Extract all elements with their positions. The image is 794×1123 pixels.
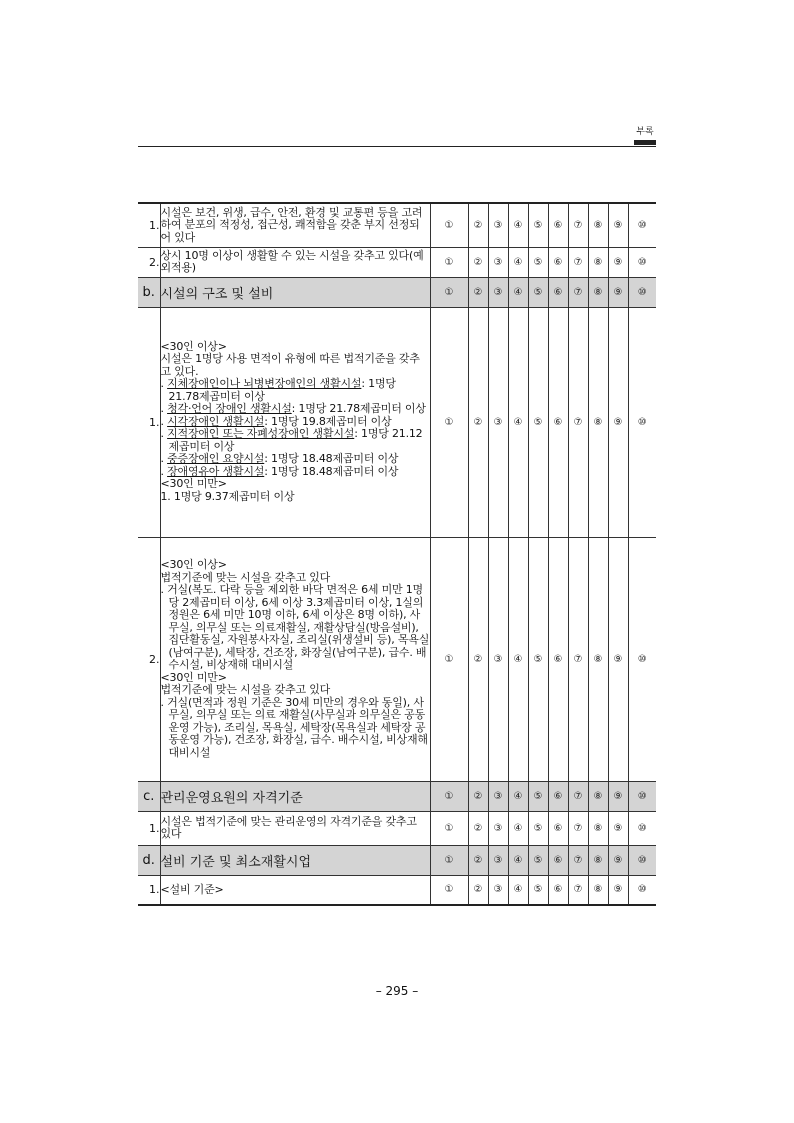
scale-5[interactable]: ⑤ xyxy=(528,875,548,905)
scale-5[interactable]: ⑤ xyxy=(528,811,548,845)
scale-4[interactable]: ④ xyxy=(508,307,528,537)
underlined-term: 청각·언어 장애인 생활시설 xyxy=(167,402,292,416)
scale-6[interactable]: ⑥ xyxy=(548,247,568,277)
bullet-item: . 지체장애인이나 뇌병변장애인의 생활시설: 1명당 21.78제곱미터 이상 xyxy=(160,377,396,403)
text-line: <30인 미만> xyxy=(160,670,227,684)
scale-10: ⑩ xyxy=(628,845,656,875)
scale-9: ⑨ xyxy=(608,781,628,811)
scale-3: ③ xyxy=(488,277,508,307)
scale-10[interactable]: ⑩ xyxy=(628,537,656,781)
scale-4: ④ xyxy=(508,845,528,875)
bullet-text: : 1명당 21.78제곱미터 이상 xyxy=(168,377,396,403)
scale-6[interactable]: ⑥ xyxy=(548,875,568,905)
scale-3[interactable]: ③ xyxy=(488,537,508,781)
scale-1: ① xyxy=(430,845,468,875)
table-row xyxy=(138,537,656,781)
item-text: 시설은 보건, 위생, 급수, 안전, 환경 및 교통편 등을 고려하여 분포의 적정성, 접근성, 쾌적함을 갖춘 부지 선정되어 있다 xyxy=(160,203,430,247)
scale-2[interactable]: ② xyxy=(468,875,488,905)
bullet-text: : 1명당 19.8제곱미터 이상 xyxy=(264,414,392,428)
scale-6[interactable]: ⑥ xyxy=(548,537,568,781)
scale-2: ② xyxy=(468,277,488,307)
bullet-item: . 거실(복도. 다락 등을 제외한 바닥 면적은 6세 미만 1명당 2제곱미터 이상, 6세 이상 3.3제곱미터 이상, 1실의 정원은 6세 미만 10명 이하, 6세 이상은 8명 이하), 사무실, 의무실 또는 의료재활실, 재활상담실(방음설비), 집단활동실, 자원봉사자실, 조리실(위생설비 등), 목욕실(남여구분), 세탁장, 건조장, 화장실(남여구분), 급수. 배수시설, 비상재해 대비시설 xyxy=(160,583,430,671)
section-title: 관리운영요원의 자격기준 xyxy=(160,781,430,811)
item-text: 시설은 법적기준에 맞는 관리운영의 자격기준을 갖추고 있다 xyxy=(160,811,430,845)
scale-7: ⑦ xyxy=(568,845,588,875)
bullet-item: . 청각·언어 장애인 생활시설: 1명당 21.78제곱미터 이상 xyxy=(160,402,426,416)
scale-5[interactable]: ⑤ xyxy=(528,307,548,537)
section-header-c xyxy=(138,781,656,811)
scale-5[interactable]: ⑤ xyxy=(528,537,548,781)
item-number: 1. xyxy=(138,203,160,247)
scale-1[interactable]: ① xyxy=(430,875,468,905)
scale-1[interactable]: ① xyxy=(430,247,468,277)
item-number: 1. xyxy=(138,307,160,537)
section-title: 시설의 구조 및 설비 xyxy=(160,277,430,307)
scale-9[interactable]: ⑨ xyxy=(608,875,628,905)
scale-8: ⑧ xyxy=(588,781,608,811)
item-text: 상시 10명 이상이 생활할 수 있는 시설을 갖추고 있다(예외적용) xyxy=(160,247,430,277)
scale-10[interactable]: ⑩ xyxy=(628,203,656,247)
scale-6[interactable]: ⑥ xyxy=(548,811,568,845)
scale-6: ⑥ xyxy=(548,845,568,875)
scale-1[interactable]: ① xyxy=(430,307,468,537)
item-number: 2. xyxy=(138,247,160,277)
scale-1: ① xyxy=(430,277,468,307)
scale-7[interactable]: ⑦ xyxy=(568,307,588,537)
bullet-text: : 1명당 18.48제곱미터 이상 xyxy=(264,464,399,478)
scale-7[interactable]: ⑦ xyxy=(568,811,588,845)
scale-4[interactable]: ④ xyxy=(508,247,528,277)
scale-2[interactable]: ② xyxy=(468,307,488,537)
scale-8[interactable]: ⑧ xyxy=(588,247,608,277)
scale-2: ② xyxy=(468,781,488,811)
underlined-term: 중증장애인 요양시설 xyxy=(167,452,265,466)
bullet-item: . 지적장애인 또는 자폐성장애인 생활시설: 1명당 21.12제곱미터 이상 xyxy=(160,427,423,453)
scale-5: ⑤ xyxy=(528,845,548,875)
scale-3[interactable]: ③ xyxy=(488,247,508,277)
underlined-term: 지체장애인이나 뇌병변장애인의 생활시설 xyxy=(167,377,362,391)
bullet-text: : 1명당 21.78제곱미터 이상 xyxy=(291,402,426,416)
underlined-term: 장애영유아 생활시설 xyxy=(167,464,265,478)
text-line: <30인 미만> xyxy=(160,477,227,491)
bullet-item: . 장애영유아 생활시설: 1명당 18.48제곱미터 이상 xyxy=(160,464,399,478)
scale-1: ① xyxy=(430,781,468,811)
scale-6: ⑥ xyxy=(548,781,568,811)
scale-10[interactable]: ⑩ xyxy=(628,811,656,845)
scale-10[interactable]: ⑩ xyxy=(628,307,656,537)
text-line: 법적기준에 맞는 시설을 갖추고 있다 xyxy=(160,570,331,584)
scale-8[interactable]: ⑧ xyxy=(588,203,608,247)
page-number: – 295 – xyxy=(375,984,419,998)
scale-10: ⑩ xyxy=(628,781,656,811)
section-label: b. xyxy=(138,277,160,307)
scale-8[interactable]: ⑧ xyxy=(588,537,608,781)
scale-3[interactable]: ③ xyxy=(488,875,508,905)
scale-8[interactable]: ⑧ xyxy=(588,811,608,845)
section-header-d xyxy=(138,845,656,875)
underlined-term: 지적장애인 또는 자폐성장애인 생활시설 xyxy=(167,427,355,441)
item-number: 1. xyxy=(138,875,160,905)
text-line: 시설은 1명당 사용 면적이 유형에 따른 법적기준을 갖추고 있다. xyxy=(160,352,420,378)
scale-5[interactable]: ⑤ xyxy=(528,247,548,277)
scale-5: ⑤ xyxy=(528,781,548,811)
scale-9[interactable]: ⑨ xyxy=(608,537,628,781)
section-title: 설비 기준 및 최소재활시업 xyxy=(160,845,430,875)
section-header-b xyxy=(138,277,656,307)
scale-9[interactable]: ⑨ xyxy=(608,307,628,537)
scale-2: ② xyxy=(468,845,488,875)
scale-8[interactable]: ⑧ xyxy=(588,307,608,537)
scale-4: ④ xyxy=(508,277,528,307)
header-rule xyxy=(138,146,656,147)
section-label: d. xyxy=(138,845,160,875)
scale-7: ⑦ xyxy=(568,277,588,307)
scale-3[interactable]: ③ xyxy=(488,307,508,537)
scale-1[interactable]: ① xyxy=(430,811,468,845)
scale-9: ⑨ xyxy=(608,845,628,875)
scale-9[interactable]: ⑨ xyxy=(608,811,628,845)
item-text xyxy=(160,537,430,781)
scale-3: ③ xyxy=(488,781,508,811)
text-line: <30인 이상> xyxy=(160,339,227,353)
text-line: <30인 이상> xyxy=(160,558,227,571)
table-row xyxy=(138,811,656,845)
scale-4[interactable]: ④ xyxy=(508,537,528,781)
item-text xyxy=(160,307,430,537)
bullet-item: . 거실(면적과 정원 기준은 30세 미만의 경우와 동일), 사무실, 의무실 또는 의료 재활실(사무실과 의무실은 공동운영 가능), 조리실, 목욕실, 세탁장(목욕실과 세탁장 공동운영 가능), 건조장, 화장실, 급수. 배수시설, 비상재해 대비시설 xyxy=(160,695,428,759)
scale-1[interactable]: ① xyxy=(430,203,468,247)
bullet-text: 거실(복도. 다락 등을 제외한 바닥 면적은 6세 미만 1명당 2제곱미터 이상, 6세 이상 3.3제곱미터 이상, 1실의 정원은 6세 미만 10명 이하, 6세 이상은 8명 이하), 사무실, 의무실 또는 의료재활실, 재활상담실(방음설비), 집단활동실, 자원봉사자실, 조리실(위생설비 등), 목욕실(남여구분), 세탁장, 건조장, 화장실(남여구분), 급수. 배수시설, 비상재해 대비시설 xyxy=(167,583,430,671)
scale-10[interactable]: ⑩ xyxy=(628,247,656,277)
scale-5[interactable]: ⑤ xyxy=(528,203,548,247)
item-number: 2. xyxy=(138,537,160,781)
scale-8: ⑧ xyxy=(588,845,608,875)
table-row xyxy=(138,875,656,905)
scale-10[interactable]: ⑩ xyxy=(628,875,656,905)
scale-7[interactable]: ⑦ xyxy=(568,537,588,781)
scale-10: ⑩ xyxy=(628,277,656,307)
item-text: <설비 기준> xyxy=(160,875,430,905)
text-line: 1. 1명당 9.37제곱미터 이상 xyxy=(160,489,295,503)
scale-4[interactable]: ④ xyxy=(508,811,528,845)
scale-6[interactable]: ⑥ xyxy=(548,203,568,247)
evaluation-table xyxy=(138,202,656,906)
bullet-item: . 시각장애인 생활시설: 1명당 19.8제곱미터 이상 xyxy=(160,414,392,428)
scale-1[interactable]: ① xyxy=(430,537,468,781)
text-line: 법적기준에 맞는 시설을 갖추고 있다 xyxy=(160,683,331,696)
table-row xyxy=(138,307,656,537)
underlined-term: 시각장애인 생활시설 xyxy=(167,414,265,428)
bullet-text: 거실(면적과 정원 기준은 30세 미만의 경우와 동일), 사무실, 의무실 또는 의료 재활실(사무실과 의무실은 공동운영 가능), 조리실, 목욕실, 세탁장(목욕실과 세탁장 공동운영 가능), 건조장, 화장실, 급수. 배수시설, 비상재해 대비시설 xyxy=(167,695,428,759)
scale-2[interactable]: ② xyxy=(468,811,488,845)
scale-7: ⑦ xyxy=(568,781,588,811)
scale-7[interactable]: ⑦ xyxy=(568,875,588,905)
scale-4[interactable]: ④ xyxy=(508,203,528,247)
scale-7[interactable]: ⑦ xyxy=(568,247,588,277)
scale-7[interactable]: ⑦ xyxy=(568,203,588,247)
section-tag: 부록 xyxy=(634,127,656,145)
scale-4: ④ xyxy=(508,781,528,811)
scale-9[interactable]: ⑨ xyxy=(608,203,628,247)
scale-6[interactable]: ⑥ xyxy=(548,307,568,537)
bullet-text: : 1명당 18.48제곱미터 이상 xyxy=(264,452,399,466)
scale-2[interactable]: ② xyxy=(468,203,488,247)
table-row xyxy=(138,247,656,277)
scale-2[interactable]: ② xyxy=(468,537,488,781)
bullet-text: : 1명당 21.12제곱미터 이상 xyxy=(168,427,423,453)
scale-8: ⑧ xyxy=(588,277,608,307)
scale-3: ③ xyxy=(488,845,508,875)
scale-3[interactable]: ③ xyxy=(488,203,508,247)
scale-6: ⑥ xyxy=(548,277,568,307)
scale-8[interactable]: ⑧ xyxy=(588,875,608,905)
scale-3[interactable]: ③ xyxy=(488,811,508,845)
scale-9[interactable]: ⑨ xyxy=(608,247,628,277)
scale-9: ⑨ xyxy=(608,277,628,307)
scale-5: ⑤ xyxy=(528,277,548,307)
bullet-item: . 중증장애인 요양시설: 1명당 18.48제곱미터 이상 xyxy=(160,452,399,466)
item-number: 1. xyxy=(138,811,160,845)
table-row xyxy=(138,203,656,247)
scale-4[interactable]: ④ xyxy=(508,875,528,905)
section-label: c. xyxy=(138,781,160,811)
scale-2[interactable]: ② xyxy=(468,247,488,277)
